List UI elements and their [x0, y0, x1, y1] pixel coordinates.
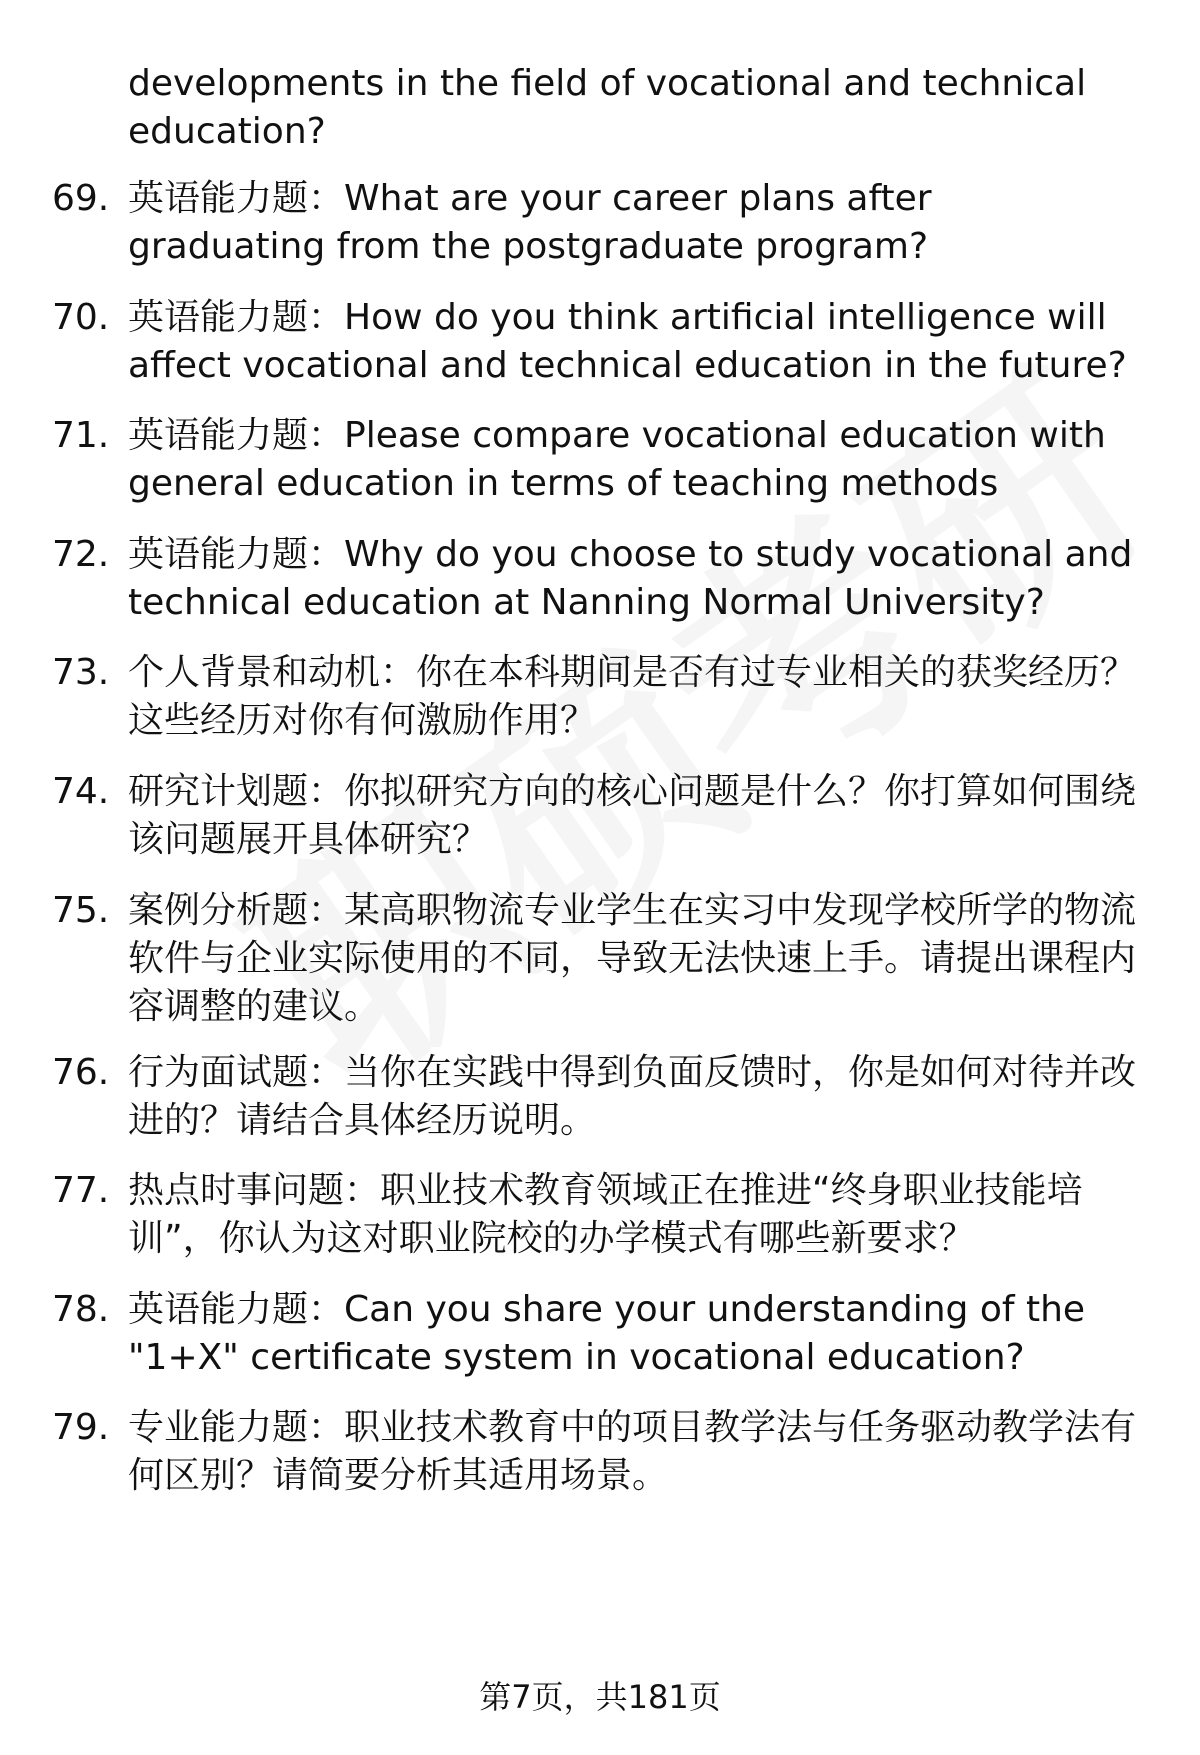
question-number: 78. — [52, 1289, 110, 1330]
question-number: 79. — [52, 1407, 110, 1448]
question-text: 个人背景和动机：你在本科期间是否有过专业相关的获奖经历？这些经历对你有何激励作用？ — [128, 652, 1137, 741]
question-number: 73. — [52, 652, 110, 693]
question-text: 英语能力题：Please compare vocational education with general education in terms of teaching methods — [128, 415, 1106, 504]
question-number: 76. — [52, 1052, 110, 1093]
question-text: 案例分析题：某高职物流专业学生在实习中发现学校所学的物流软件与企业实际使用的不同，导致无法快速上手。请提出课程内容调整的建议。 — [128, 890, 1137, 1027]
question-number: 72. — [52, 534, 110, 575]
question-text: 英语能力题：Can you share your understanding of the "1+X" certificate system in vocational education? — [128, 1289, 1086, 1378]
question-number: 71. — [52, 415, 110, 456]
question-text: 专业能力题：职业技术教育中的项目教学法与任务驱动教学法有何区别？请简要分析其适用场景。 — [128, 1407, 1137, 1496]
question-number: 74. — [52, 771, 110, 812]
question-text: 行为面试题：当你在实践中得到负面反馈时，你是如何对待并改进的？请结合具体经历说明。 — [128, 1052, 1137, 1141]
question-text: 研究计划题：你拟研究方向的核心问题是什么？你打算如何围绕该问题展开具体研究？ — [128, 771, 1137, 860]
question-text: 热点时事问题：职业技术教育领域正在推进“终身职业技能培训”，你认为这对职业院校的办学模式有哪些新要求？ — [128, 1170, 1083, 1259]
page-footer: 第7页，共181页 — [479, 1678, 721, 1716]
question-text: 英语能力题：Why do you choose to study vocational and technical education at Nanning Normal University? — [128, 534, 1133, 623]
question-text: 英语能力题：How do you think artificial intelligence will affect vocational and technical education in the future? — [128, 297, 1127, 386]
question-text: 英语能力题：What are your career plans after graduating from the postgraduate program? — [128, 178, 932, 267]
question-number: 77. — [52, 1170, 110, 1211]
question-number: 69. — [52, 178, 110, 219]
question-number: 75. — [52, 890, 110, 931]
continuation-text: developments in the field of vocational and technical education? — [128, 63, 1087, 152]
question-number: 70. — [52, 297, 110, 338]
